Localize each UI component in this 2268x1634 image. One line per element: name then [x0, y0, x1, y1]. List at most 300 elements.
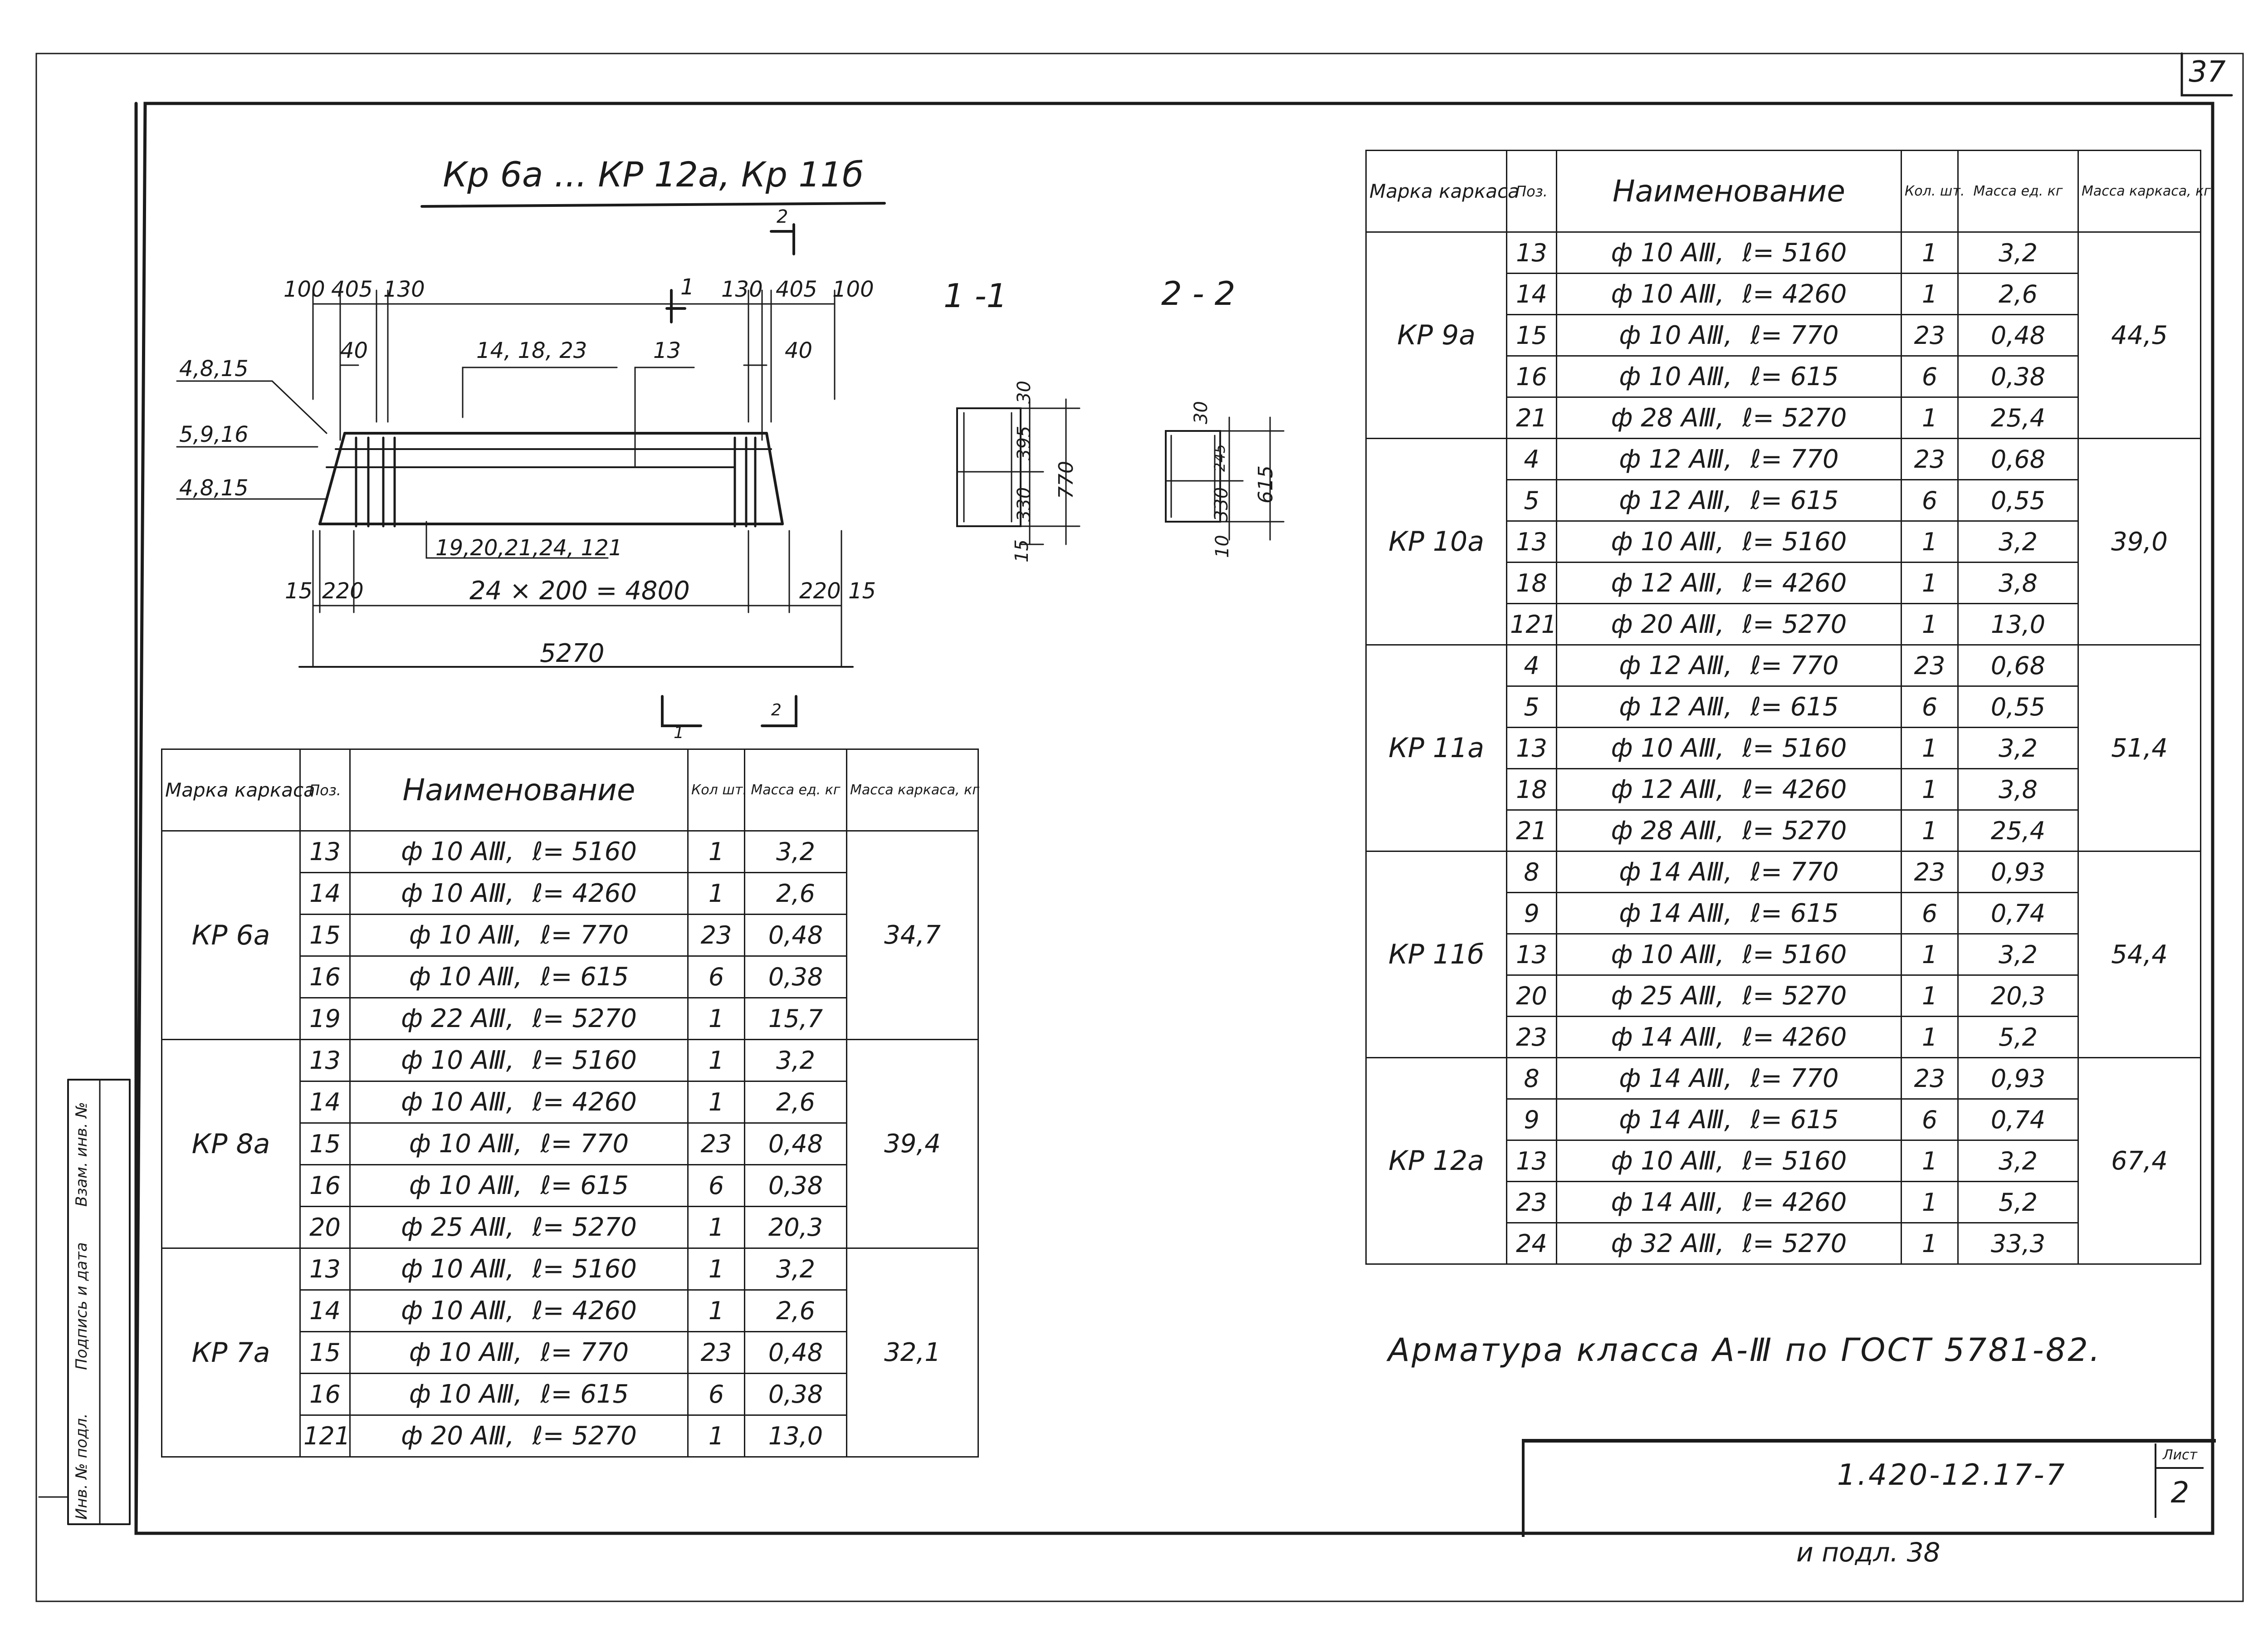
- bar-diameter: ф 10 АⅢ,: [1611, 279, 1725, 309]
- table-row: [162, 1040, 978, 1081]
- name-cell: [1557, 232, 1901, 274]
- reinforcement-note: Арматура класса А-Ⅲ по ГОСТ 5781-82.: [1388, 1331, 2102, 1369]
- unit-mass-cell: 3,2: [1958, 232, 2078, 274]
- quantity-cell: 1: [1901, 934, 1958, 975]
- dim-top-left-405: 405: [331, 277, 373, 302]
- bar-diameter: ф 10 АⅢ,: [401, 1254, 514, 1284]
- frame-mass-cell: 39,4: [847, 1040, 978, 1248]
- dim-right-220: 220: [799, 578, 841, 604]
- dim-top-left-100: 100: [284, 277, 325, 302]
- bar-diameter: ф 10 АⅢ,: [409, 1171, 523, 1200]
- bar-length: ℓ= 5160: [1742, 238, 1847, 268]
- side-strip-signature-date: Подпись и дата: [73, 1242, 91, 1370]
- quantity-cell: 6: [688, 956, 745, 998]
- quantity-cell: 1: [1901, 1182, 1958, 1223]
- sec2-dim-330: 330: [1211, 487, 1232, 522]
- bar-length: ℓ= 4260: [1742, 774, 1847, 804]
- unit-mass-cell: 0,55: [1958, 686, 2078, 728]
- name-cell: [350, 998, 688, 1040]
- drawing-title: Кр 6а ... КР 12а, Кр 11б: [443, 154, 864, 195]
- unit-mass-cell: 2,6: [745, 1290, 847, 1332]
- position-cell: 13: [300, 1040, 350, 1081]
- name-cell: [350, 1332, 688, 1374]
- quantity-cell: 6: [1901, 480, 1958, 521]
- header-frame-mass: Масса каркаса, кг: [2078, 151, 2201, 232]
- position-cell: 4: [1507, 645, 1557, 686]
- bar-diameter: ф 14 АⅢ,: [1619, 898, 1732, 928]
- quantity-cell: 1: [688, 1040, 745, 1081]
- unit-mass-cell: 0,74: [1958, 893, 2078, 934]
- quantity-cell: 6: [1901, 686, 1958, 728]
- position-cell: 19: [300, 998, 350, 1040]
- quantity-cell: 23: [688, 1332, 745, 1374]
- bar-length: ℓ= 615: [1750, 898, 1839, 928]
- unit-mass-cell: 3,8: [1958, 769, 2078, 810]
- bar-diameter: ф 10 АⅢ,: [1611, 733, 1725, 763]
- unit-mass-cell: 13,0: [745, 1415, 847, 1457]
- table-row: [1366, 851, 2201, 893]
- section-2-label: 2 - 2: [1161, 274, 1236, 313]
- unit-mass-cell: 3,2: [1958, 1140, 2078, 1182]
- bar-diameter: ф 12 АⅢ,: [1619, 485, 1732, 515]
- dim-top-right-130: 130: [721, 277, 763, 302]
- table-row: [1366, 645, 2201, 686]
- sec1-dim-30: 30: [1014, 381, 1035, 404]
- frame-mass-cell: 51,4: [2078, 645, 2201, 851]
- quantity-cell: 1: [1901, 274, 1958, 315]
- position-cell: 13: [1507, 521, 1557, 563]
- name-cell: [350, 1248, 688, 1290]
- quantity-cell: 1: [1901, 1140, 1958, 1182]
- frame-mark: КР 9а: [1366, 232, 1507, 439]
- quantity-cell: 1: [1901, 769, 1958, 810]
- unit-mass-cell: 0,38: [1958, 356, 2078, 397]
- bar-diameter: ф 12 АⅢ,: [1619, 692, 1732, 722]
- unit-mass-cell: 5,2: [1958, 1017, 2078, 1058]
- position-cell: 13: [300, 1248, 350, 1290]
- bar-diameter: ф 10 АⅢ,: [409, 1129, 523, 1159]
- name-cell: [1557, 521, 1901, 563]
- quantity-cell: 23: [1901, 1058, 1958, 1099]
- bar-diameter: ф 25 АⅢ,: [401, 1213, 514, 1242]
- name-cell: [1557, 1017, 1901, 1058]
- name-cell: [350, 915, 688, 956]
- bar-diameter: ф 10 АⅢ,: [401, 837, 514, 866]
- bar-diameter: ф 10 АⅢ,: [1611, 238, 1725, 268]
- label-left-1: 4,8,15: [179, 356, 249, 382]
- bar-length: ℓ= 770: [1750, 444, 1839, 474]
- bar-diameter: ф 10 АⅢ,: [401, 879, 514, 908]
- name-cell: [350, 956, 688, 998]
- label-position-13: 13: [653, 338, 681, 363]
- name-cell: [1557, 604, 1901, 645]
- name-cell: [1557, 439, 1901, 480]
- header-mark: Марка каркаса: [162, 749, 300, 831]
- dim-top-left-130: 130: [383, 277, 425, 302]
- bar-length: ℓ= 770: [540, 1338, 629, 1367]
- position-cell: 9: [1507, 893, 1557, 934]
- position-cell: 14: [300, 1081, 350, 1123]
- quantity-cell: 23: [1901, 439, 1958, 480]
- bar-diameter: ф 10 АⅢ,: [1611, 527, 1725, 557]
- bar-length: ℓ= 5270: [532, 1213, 637, 1242]
- bar-length: ℓ= 4260: [532, 879, 637, 908]
- bar-length: ℓ= 4260: [1742, 1022, 1847, 1052]
- position-cell: 16: [300, 1374, 350, 1415]
- bar-length: ℓ= 5160: [532, 1046, 637, 1075]
- bar-length: ℓ= 5160: [1742, 733, 1847, 763]
- bar-diameter: ф 14 АⅢ,: [1611, 1022, 1725, 1052]
- cut-marker-top-label: 2: [777, 206, 788, 227]
- unit-mass-cell: 2,6: [1958, 274, 2078, 315]
- position-cell: 18: [1507, 563, 1557, 604]
- name-cell: [350, 1374, 688, 1415]
- position-cell: 16: [300, 1165, 350, 1207]
- name-cell: [1557, 397, 1901, 439]
- bar-diameter: ф 12 АⅢ,: [1619, 444, 1732, 474]
- bar-length: ℓ= 5270: [532, 1421, 637, 1451]
- quantity-cell: 1: [1901, 1223, 1958, 1264]
- bar-diameter: ф 10 АⅢ,: [409, 920, 523, 950]
- header-mark: Марка каркаса: [1366, 151, 1507, 232]
- position-cell: 13: [1507, 232, 1557, 274]
- quantity-cell: 1: [1901, 810, 1958, 851]
- bar-diameter: ф 20 АⅢ,: [1611, 609, 1725, 639]
- bar-length: ℓ= 4260: [1742, 279, 1847, 309]
- name-cell: [1557, 1099, 1901, 1140]
- label-bottom-positions: 19,20,21,24, 121: [435, 535, 623, 561]
- bar-length: ℓ= 615: [540, 1380, 629, 1409]
- name-cell: [350, 1415, 688, 1457]
- frame-mark: КР 11а: [1366, 645, 1507, 851]
- unit-mass-cell: 25,4: [1958, 810, 2078, 851]
- bar-diameter: ф 28 АⅢ,: [1611, 403, 1725, 433]
- sec2-dim-30: 30: [1191, 401, 1212, 424]
- quantity-cell: 6: [1901, 1099, 1958, 1140]
- section-1-label: 1 -1: [943, 277, 1007, 315]
- unit-mass-cell: 3,2: [1958, 521, 2078, 563]
- dim-spacing: 24 × 200 = 4800: [469, 576, 690, 606]
- frame-mark: КР 7а: [162, 1248, 300, 1457]
- name-cell: [1557, 1058, 1901, 1099]
- sheet-number: 2: [2155, 1468, 2204, 1518]
- name-cell: [1557, 728, 1901, 769]
- bar-diameter: ф 32 АⅢ,: [1611, 1228, 1725, 1258]
- bar-length: ℓ= 770: [1750, 1063, 1839, 1093]
- bar-length: ℓ= 770: [540, 920, 629, 950]
- unit-mass-cell: 0,55: [1958, 480, 2078, 521]
- quantity-cell: 1: [1901, 232, 1958, 274]
- bar-diameter: ф 10 АⅢ,: [409, 1380, 523, 1409]
- position-cell: 15: [300, 915, 350, 956]
- bar-length: ℓ= 5270: [1742, 403, 1847, 433]
- dim-top-right-100: 100: [832, 277, 874, 302]
- bar-length: ℓ= 615: [540, 962, 629, 992]
- bar-diameter: ф 10 АⅢ,: [1611, 939, 1725, 969]
- frame-mark: КР 8а: [162, 1040, 300, 1248]
- label-left-3: 4,8,15: [179, 475, 249, 501]
- table-row: [162, 1248, 978, 1290]
- header-unit-mass: Масса ед. кг: [1958, 151, 2078, 232]
- unit-mass-cell: 20,3: [745, 1207, 847, 1248]
- name-cell: [1557, 315, 1901, 356]
- bar-diameter: ф 14 АⅢ,: [1619, 1063, 1732, 1093]
- header-unit-mass: Масса ед. кг: [745, 749, 847, 831]
- position-cell: 15: [300, 1123, 350, 1165]
- position-cell: 15: [300, 1332, 350, 1374]
- bar-diameter: ф 14 АⅢ,: [1619, 857, 1732, 887]
- bar-length: ℓ= 5160: [1742, 939, 1847, 969]
- position-cell: 24: [1507, 1223, 1557, 1264]
- quantity-cell: 6: [1901, 356, 1958, 397]
- position-cell: 14: [1507, 274, 1557, 315]
- name-cell: [350, 1207, 688, 1248]
- unit-mass-cell: 0,68: [1958, 439, 2078, 480]
- unit-mass-cell: 2,6: [745, 1081, 847, 1123]
- dim-left-15: 15: [285, 578, 313, 604]
- position-cell: 13: [300, 831, 350, 873]
- unit-mass-cell: 20,3: [1958, 975, 2078, 1017]
- position-cell: 21: [1507, 397, 1557, 439]
- quantity-cell: 23: [1901, 645, 1958, 686]
- label-positions-mid: 14, 18, 23: [476, 338, 587, 363]
- position-cell: 121: [1507, 604, 1557, 645]
- unit-mass-cell: 0,38: [745, 956, 847, 998]
- bar-length: ℓ= 5160: [1742, 1146, 1847, 1176]
- name-cell: [1557, 686, 1901, 728]
- frame-mark: КР 12а: [1366, 1058, 1507, 1264]
- unit-mass-cell: 2,6: [745, 873, 847, 915]
- bar-diameter: ф 10 АⅢ,: [1619, 362, 1732, 391]
- unit-mass-cell: 0,93: [1958, 851, 2078, 893]
- document-code: 1.420-12.17-7: [1837, 1458, 2067, 1492]
- frame-mark: КР 11б: [1366, 851, 1507, 1058]
- unit-mass-cell: 0,48: [745, 1123, 847, 1165]
- sec1-dim-770: 770: [1055, 461, 1078, 499]
- bar-diameter: ф 10 АⅢ,: [401, 1087, 514, 1117]
- page-number: 37: [2189, 55, 2226, 89]
- bar-length: ℓ= 4260: [1742, 1187, 1847, 1217]
- position-cell: 21: [1507, 810, 1557, 851]
- bar-diameter: ф 10 АⅢ,: [1611, 1146, 1725, 1176]
- side-strip-replace-inv: Взам. инв. №: [73, 1102, 91, 1207]
- quantity-cell: 1: [688, 873, 745, 915]
- position-cell: 16: [300, 956, 350, 998]
- position-cell: 13: [1507, 934, 1557, 975]
- quantity-cell: 23: [1901, 315, 1958, 356]
- unit-mass-cell: 5,2: [1958, 1182, 2078, 1223]
- frame-mass-cell: 32,1: [847, 1248, 978, 1457]
- bar-diameter: ф 10 АⅢ,: [401, 1296, 514, 1326]
- name-cell: [1557, 934, 1901, 975]
- quantity-cell: 1: [1901, 397, 1958, 439]
- bar-diameter: ф 22 АⅢ,: [401, 1004, 514, 1033]
- bar-diameter: ф 14 АⅢ,: [1619, 1105, 1732, 1135]
- frame-mass-cell: 44,5: [2078, 232, 2201, 439]
- position-cell: 23: [1507, 1182, 1557, 1223]
- position-cell: 13: [1507, 728, 1557, 769]
- unit-mass-cell: 0,68: [1958, 645, 2078, 686]
- unit-mass-cell: 3,2: [745, 831, 847, 873]
- header-name: Наименование: [1557, 151, 1901, 232]
- name-cell: [350, 873, 688, 915]
- dim-left-220: 220: [322, 578, 364, 604]
- frame-mass-cell: 39,0: [2078, 439, 2201, 645]
- header-frame-mass: Масса каркаса, кг: [847, 749, 978, 831]
- name-cell: [350, 1290, 688, 1332]
- quantity-cell: 1: [1901, 1017, 1958, 1058]
- position-cell: 16: [1507, 356, 1557, 397]
- quantity-cell: 1: [1901, 975, 1958, 1017]
- name-cell: [1557, 769, 1901, 810]
- position-cell: 121: [300, 1415, 350, 1457]
- quantity-cell: 1: [1901, 728, 1958, 769]
- name-cell: [1557, 810, 1901, 851]
- table-row: [1366, 1058, 2201, 1099]
- bar-length: ℓ= 770: [540, 1129, 629, 1159]
- table-row: [1366, 232, 2201, 274]
- position-cell: 20: [1507, 975, 1557, 1017]
- bar-length: ℓ= 5270: [1742, 609, 1847, 639]
- quantity-cell: 1: [688, 1290, 745, 1332]
- quantity-cell: 6: [688, 1374, 745, 1415]
- name-cell: [1557, 356, 1901, 397]
- sec2-dim-615: 615: [1254, 465, 1277, 504]
- unit-mass-cell: 13,0: [1958, 604, 2078, 645]
- position-cell: 4: [1507, 439, 1557, 480]
- position-cell: 13: [1507, 1140, 1557, 1182]
- side-strip-inv-original: Инв. № подл.: [73, 1413, 91, 1520]
- unit-mass-cell: 0,48: [745, 915, 847, 956]
- position-cell: 23: [1507, 1017, 1557, 1058]
- bar-length: ℓ= 615: [1750, 1105, 1839, 1135]
- unit-mass-cell: 3,2: [745, 1040, 847, 1081]
- bar-length: ℓ= 5270: [1742, 981, 1847, 1011]
- name-cell: [1557, 851, 1901, 893]
- bar-length: ℓ= 5270: [532, 1004, 637, 1033]
- header-name: Наименование: [350, 749, 688, 831]
- bar-diameter: ф 10 АⅢ,: [401, 1046, 514, 1075]
- header-qty: Кол шт.: [688, 749, 745, 831]
- cut-marker-bottom-2-label: 2: [771, 701, 782, 719]
- quantity-cell: 23: [688, 1123, 745, 1165]
- quantity-cell: 1: [1901, 521, 1958, 563]
- position-cell: 8: [1507, 851, 1557, 893]
- unit-mass-cell: 15,7: [745, 998, 847, 1040]
- bar-diameter: ф 10 АⅢ,: [409, 1338, 523, 1367]
- name-cell: [1557, 274, 1901, 315]
- position-cell: 18: [1507, 769, 1557, 810]
- name-cell: [1557, 1140, 1901, 1182]
- frame-mark: КР 10а: [1366, 439, 1507, 645]
- quantity-cell: 1: [1901, 563, 1958, 604]
- frame-mass-cell: 67,4: [2078, 1058, 2201, 1264]
- bar-length: ℓ= 5160: [1742, 527, 1847, 557]
- name-cell: [1557, 645, 1901, 686]
- frame-mass-cell: 34,7: [847, 831, 978, 1040]
- quantity-cell: 6: [1901, 893, 1958, 934]
- frame-mass-cell: 54,4: [2078, 851, 2201, 1058]
- bar-length: ℓ= 770: [1750, 651, 1839, 680]
- bar-diameter: ф 20 АⅢ,: [401, 1421, 514, 1451]
- dim-top-right-405: 405: [776, 277, 817, 302]
- quantity-cell: 1: [688, 1081, 745, 1123]
- sec2-dim-10: 10: [1212, 535, 1233, 558]
- quantity-cell: 23: [688, 915, 745, 956]
- spec-table-right: [1365, 150, 2211, 1265]
- unit-mass-cell: 3,2: [1958, 934, 2078, 975]
- table-row: [162, 831, 978, 873]
- quantity-cell: 6: [688, 1165, 745, 1207]
- name-cell: [1557, 1182, 1901, 1223]
- sec1-dim-395: 395: [1014, 426, 1035, 460]
- unit-mass-cell: 3,2: [1958, 728, 2078, 769]
- position-cell: 5: [1507, 686, 1557, 728]
- name-cell: [350, 1040, 688, 1081]
- name-cell: [350, 1123, 688, 1165]
- bar-length: ℓ= 615: [1750, 485, 1839, 515]
- sheet-label: Лист: [2155, 1443, 2204, 1469]
- bar-length: ℓ= 615: [1750, 692, 1839, 722]
- position-cell: 14: [300, 873, 350, 915]
- header-qty: Кол. шт.: [1901, 151, 1958, 232]
- cut-marker-bottom-1-label: 1: [674, 724, 684, 742]
- title-underline: [422, 203, 885, 206]
- quantity-cell: 1: [688, 1207, 745, 1248]
- cut-marker-left-label: 1: [680, 274, 694, 300]
- bar-diameter: ф 10 АⅢ,: [409, 962, 523, 992]
- unit-mass-cell: 0,93: [1958, 1058, 2078, 1099]
- bar-diameter: ф 14 АⅢ,: [1611, 1187, 1725, 1217]
- unit-mass-cell: 25,4: [1958, 397, 2078, 439]
- quantity-cell: 1: [1901, 604, 1958, 645]
- dim-left-40: 40: [340, 338, 368, 363]
- quantity-cell: 1: [688, 998, 745, 1040]
- cut-marker-top: [771, 225, 794, 254]
- name-cell: [1557, 893, 1901, 934]
- unit-mass-cell: 0,38: [745, 1374, 847, 1415]
- name-cell: [350, 831, 688, 873]
- bar-diameter: ф 12 АⅢ,: [1611, 568, 1725, 598]
- quantity-cell: 1: [688, 1415, 745, 1457]
- dim-right-40: 40: [785, 338, 813, 363]
- bar-length: ℓ= 4260: [1742, 568, 1847, 598]
- bar-diameter: ф 10 АⅢ,: [1619, 320, 1732, 350]
- sec2-dim-245: 245: [1211, 444, 1228, 472]
- name-cell: [350, 1081, 688, 1123]
- quantity-cell: 1: [688, 831, 745, 873]
- name-cell: [1557, 975, 1901, 1017]
- dim-right-15: 15: [848, 578, 876, 604]
- bar-length: ℓ= 5270: [1742, 1228, 1847, 1258]
- sec1-dim-15: 15: [1012, 539, 1032, 563]
- label-left-2: 5,9,16: [179, 422, 249, 447]
- bar-length: ℓ= 615: [540, 1171, 629, 1200]
- spec-table-left: [161, 749, 979, 1458]
- cut-marker-bottom-1: [662, 696, 701, 726]
- position-cell: 14: [300, 1290, 350, 1332]
- bar-length: ℓ= 615: [1750, 362, 1839, 391]
- name-cell: [350, 1165, 688, 1207]
- header-pos: Поз.: [1507, 151, 1557, 232]
- sec1-dim-330: 330: [1014, 487, 1035, 522]
- frame-mark: КР 6а: [162, 831, 300, 1040]
- unit-mass-cell: 0,48: [745, 1332, 847, 1374]
- bar-length: ℓ= 770: [1750, 320, 1839, 350]
- dim-overall: 5270: [540, 639, 605, 668]
- unit-mass-cell: 0,48: [1958, 315, 2078, 356]
- position-cell: 20: [300, 1207, 350, 1248]
